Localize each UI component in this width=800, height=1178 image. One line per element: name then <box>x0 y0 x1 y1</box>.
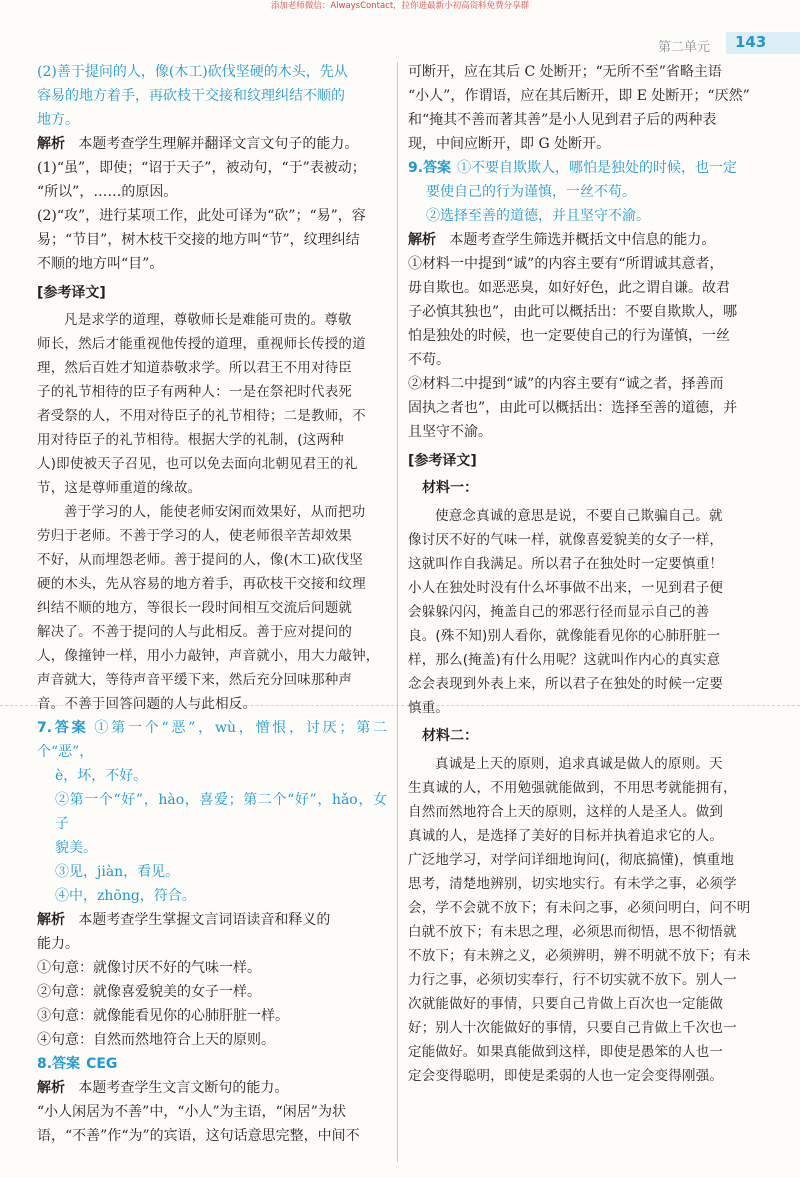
translation-line: 思考，清楚地辨别，切实地实行。有未学之事，必须学 <box>408 876 737 892</box>
translation-line: 自然而然地符合上天的原则，这样的人是圣人。做到 <box>408 804 724 820</box>
translation-line: 真诚的人，是选择了美好的目标并执着追求它的人。 <box>408 828 724 844</box>
analysis-line: 不顺的地方叫“目”。 <box>37 256 164 272</box>
question-number: 7. <box>37 720 53 736</box>
translation-line: 音。不善于回答问题的人与此相反。 <box>37 696 257 712</box>
analysis-line: 能力。 <box>37 936 79 952</box>
question-number: 8. <box>37 1056 53 1072</box>
analysis-line: 现，中间应断开，即 G 处断开。 <box>408 136 611 152</box>
analysis-line: 解析 本题考查学生文言文断句的能力。 <box>37 1080 289 1096</box>
translation-line: 会躲躲闪闪，掩盖自己的邪恶行径而显示自己的善 <box>408 604 710 620</box>
translation-line: 硬的木头，先从容易的地方着手，再砍枝干交接和纹理 <box>37 576 366 592</box>
answer-line: ②第一个“好”，hào，喜爱；第二个“好”，hǎo，女子 <box>55 792 387 832</box>
translation-line: 纠结不顺的地方，等很长一段时间相互交流后问题就 <box>37 600 353 616</box>
analysis-line: 毋自欺也。如恶恶臭，如好好色，此之谓自谦。故君 <box>408 280 730 296</box>
translation-line: 定会变得聪明，即使是柔弱的人也一定会变得刚强。 <box>408 1068 724 1084</box>
translation-line: 慎重。 <box>408 700 450 716</box>
analysis-label: 解析 <box>408 232 436 248</box>
analysis-line: “小人”，作谓语，应在其后断开，即 E 处断开；“厌然” <box>408 88 750 104</box>
translation-line: 凡是求学的道理，尊敬师长是难能可贵的。尊敬 <box>64 312 352 328</box>
translation-line: 子的礼节相待的臣子有两种人：一是在祭祀时代表死 <box>37 384 353 400</box>
answer-label: 答案 <box>52 1056 81 1072</box>
translation-line: 像讨厌不好的气味一样，就像喜爱貌美的女子一样， <box>408 532 724 548</box>
translation-line: 人)即使被天子召见，也可以免去面向北朝见君王的礼 <box>37 456 358 472</box>
translation-line: 这就叫作自我满足。所以君子在独处时一定要慎重！ <box>408 556 724 572</box>
answer-line: 地方。 <box>37 112 79 128</box>
reference-translation-heading: [参考译文] <box>408 453 477 469</box>
analysis-line: 易；“节目”，树木枝干交接的地方叫“节”，纹理纠结 <box>37 232 360 248</box>
question-number: 9. <box>408 160 424 176</box>
q7-answer-line: 7.答案 ①第一个“恶”，wù，憎恨，讨厌；第二个“恶”， <box>37 720 387 760</box>
translation-line: 用对待臣子的礼节相待。根据大学的礼制，(这两种 <box>37 432 344 448</box>
analysis-line: ②材料二中提到“诚”的内容主要有“诚之者，择善而 <box>408 376 724 392</box>
translation-line: 小人在独处时没有什么坏事做不出来，一见到君子便 <box>408 580 724 596</box>
translation-line: 理，然后百姓才知道恭敬求学。所以君王不用对待臣 <box>37 360 353 376</box>
page-number: 143 <box>735 33 767 51</box>
reference-translation-heading: [参考译文] <box>37 285 106 301</box>
translation-line: 节，这是尊师重道的缘故。 <box>37 480 202 496</box>
answer-value: CEG <box>86 1056 118 1072</box>
answer-line: 要使自己的行为谨慎，一丝不苟。 <box>426 184 636 200</box>
answer-label: 答案 <box>52 720 89 736</box>
translation-line: 良。(殊不知)别人看你，就像能看见你的心肺肝脏一 <box>408 628 721 644</box>
analysis-line: 解析 本题考查学生筛选并概括文中信息的能力。 <box>408 232 716 248</box>
analysis-line: ②句意：就像喜爱貌美的女子一样。 <box>37 984 261 1000</box>
translation-line: 次就能做好的事情，只要自己肯做上百次也一定能做 <box>408 996 724 1012</box>
analysis-line: “小人闲居为不善”中，“小人”为主语，“闲居”为状 <box>37 1104 346 1120</box>
analysis-line: ①句意：就像讨厌不好的气味一样。 <box>37 960 261 976</box>
translation-line: 师长，然后才能重视他传授的道理，重视师长传授的道 <box>37 336 366 352</box>
analysis-line: 和“掩其不善而著其善”是小人见到君子后的两种表 <box>408 112 717 128</box>
column-divider <box>397 62 398 1162</box>
translation-line: 会，学不会就不放下；有未问之事，必须问明白，问不明 <box>408 900 751 916</box>
translation-line: 劳归于老师。不善于学习的人，使老师很辛苦却效果 <box>37 528 353 544</box>
translation-line: 定能做好。如果真能做到这样，即使是愚笨的人也一 <box>408 1044 724 1060</box>
unit-label: 第二单元 <box>658 40 711 55</box>
translation-line: 样，那么(掩盖)有什么用呢？这就叫作内心的真实意 <box>408 652 721 668</box>
translation-line: 人，像撞钟一样，用小力敲钟，声音就小，用大力敲钟， <box>37 648 380 664</box>
answer-line: ②选择至善的道德，并且坚守不渝。 <box>426 208 650 224</box>
answer-line: (2)善于提问的人，像(木工)砍伐坚硬的木头，先从 <box>37 64 348 80</box>
translation-line: 广泛地学习，对学问详细地询问(，彻底搞懂)，慎重地 <box>408 852 735 868</box>
material-two-label: 材料二： <box>422 728 478 744</box>
analysis-line: (2)“攻”，进行某项工作，此处可译为“砍”；“易”，容 <box>37 208 366 224</box>
analysis-line: ③句意：就像能看见你的心肺肝脏一样。 <box>37 1008 289 1024</box>
answer-line: ③见，jiàn，看见。 <box>55 864 180 880</box>
analysis-line: 不苟。 <box>408 352 450 368</box>
analysis-line: (1)“虽”，即使；“诏于天子”，被动句，“于”表被动； <box>37 160 366 176</box>
analysis-line: ①材料一中提到“诚”的内容主要有“所谓诚其意者， <box>408 256 724 272</box>
analysis-label: 解析 <box>37 1080 65 1096</box>
analysis-line: 子必慎其独也”，由此可以概括出：不要自欺欺人，哪 <box>408 304 738 320</box>
analysis-line: ④句意：自然而然地符合上天的原则。 <box>37 1032 275 1048</box>
top-watermark-note: 添加老师微信：AlwaysContact，拉你进最新小初高资料免费分享群 <box>270 1 530 11</box>
q9-answer-line: 9.答案 ①不要自欺欺人，哪怕是独处的时候，也一定 <box>408 160 738 176</box>
translation-line: 使意念真诚的意思是说，不要自己欺骗自己。就 <box>435 508 723 524</box>
translation-line: 真诚是上天的原则，追求真诚是做人的原则。天 <box>435 756 723 772</box>
analysis-line: 怕是独处的时候，也一定要使自己的行为谨慎，一丝 <box>408 328 730 344</box>
analysis-line: “所以”，……的原因。 <box>37 184 178 200</box>
translation-line: 善于学习的人，能使老师安闲而效果好，从而把功 <box>64 504 366 520</box>
analysis-line: 解析 本题考查学生理解并翻译文言文句子的能力。 <box>37 136 359 152</box>
left-column <box>37 60 387 1148</box>
answer-line: è，坏，不好。 <box>55 768 148 784</box>
translation-line: 好；别人十次能做好的事情，只要自己肯做上千次也一 <box>408 1020 737 1036</box>
translation-line: 声音就大，等待声音平缓下来，然后充分回味那种声 <box>37 672 353 688</box>
translation-line: 者受祭的人，不用对待臣子的礼节相待；二是教师，不 <box>37 408 366 424</box>
answer-line: ④中，zhōng，符合。 <box>55 888 196 904</box>
q8-answer-line <box>37 1052 387 1076</box>
analysis-line: 固执之者也”，由此可以概括出：选择至善的道德，并 <box>408 400 738 416</box>
analysis-label: 解析 <box>37 912 65 928</box>
translation-line: 白就不放下；有未思之理，必须思而彻悟，思不彻悟就 <box>408 924 737 940</box>
analysis-line: 可断开，应在其后 C 处断开；“无所不至”省略主语 <box>408 64 722 80</box>
analysis-line: 且坚守不渝。 <box>408 424 492 440</box>
analysis-line: 语，“不善”作“为”的宾语，这句话意思完整，中间不 <box>37 1128 360 1144</box>
translation-line: 力行之事，必须切实奉行，行不切实就不放下。别人一 <box>408 972 737 988</box>
analysis-line: 解析 本题考查学生掌握文言词语读音和释义的 <box>37 912 331 928</box>
answer-line: 貌美。 <box>55 840 97 856</box>
answer-label: 答案 <box>423 160 452 176</box>
material-one-label: 材料一： <box>422 480 478 496</box>
translation-line: 不放下；有未辨之义，必须辨明，辨不明就不放下；有未 <box>408 948 751 964</box>
translation-line: 不好，从而埋怨老师。善于提问的人，像(木工)砍伐坚 <box>37 552 364 568</box>
right-column <box>408 60 776 1088</box>
translation-line: 念会表现到外表上来，所以君子在独处的时候一定要 <box>408 676 724 692</box>
analysis-label: 解析 <box>37 136 65 152</box>
translation-line: 解决了。不善于提问的人与此相反。善于应对提问的 <box>37 624 353 640</box>
translation-line: 生真诚的人，不用勉强就能做到，不用思考就能拥有， <box>408 780 737 796</box>
answer-line: 容易的地方着手，再砍枝干交接和纹理纠结不顺的 <box>37 88 345 104</box>
